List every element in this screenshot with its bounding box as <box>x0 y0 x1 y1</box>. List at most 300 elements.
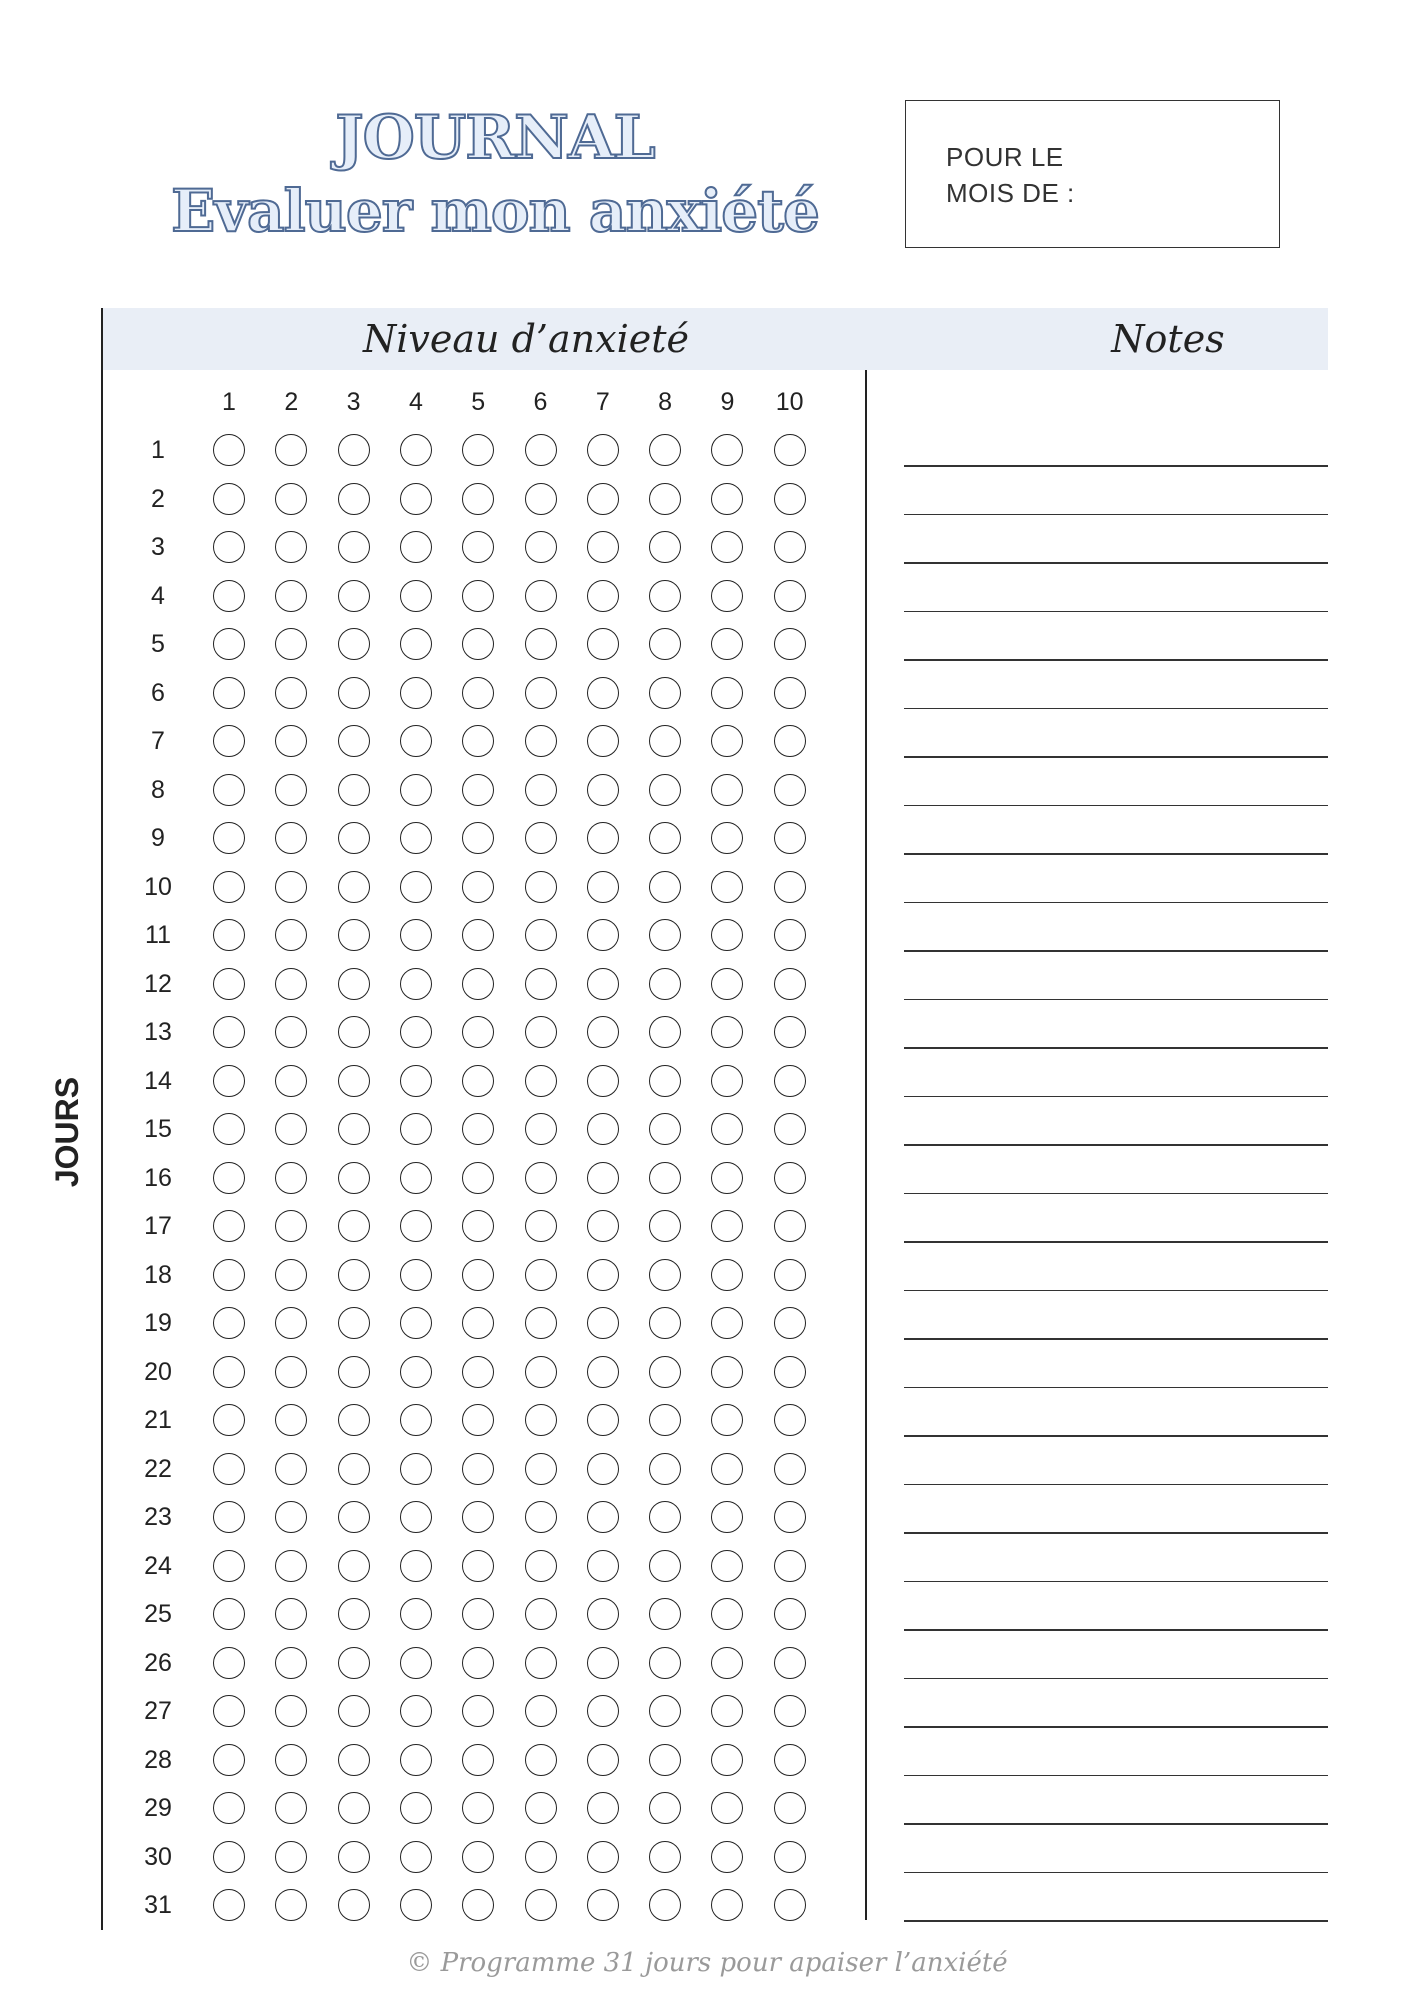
rating-bubble[interactable] <box>774 1695 806 1727</box>
rating-bubble[interactable] <box>275 822 307 854</box>
rating-bubble[interactable] <box>774 1259 806 1291</box>
rating-bubble[interactable] <box>275 1404 307 1436</box>
rating-bubble[interactable] <box>774 822 806 854</box>
rating-bubble[interactable] <box>213 1550 245 1582</box>
rating-bubble[interactable] <box>525 1598 557 1630</box>
rating-bubble[interactable] <box>774 628 806 660</box>
note-line[interactable] <box>904 1290 1328 1292</box>
rating-bubble[interactable] <box>525 483 557 515</box>
rating-bubble[interactable] <box>275 434 307 466</box>
rating-bubble[interactable] <box>525 531 557 563</box>
rating-bubble[interactable] <box>774 1744 806 1776</box>
rating-bubble[interactable] <box>338 1695 370 1727</box>
rating-bubble[interactable] <box>213 774 245 806</box>
note-line[interactable] <box>904 1484 1328 1486</box>
rating-bubble[interactable] <box>275 677 307 709</box>
rating-bubble[interactable] <box>462 531 494 563</box>
rating-bubble[interactable] <box>711 1016 743 1048</box>
rating-bubble[interactable] <box>338 725 370 757</box>
rating-bubble[interactable] <box>338 822 370 854</box>
rating-bubble[interactable] <box>462 1792 494 1824</box>
note-line[interactable] <box>904 1387 1328 1389</box>
rating-bubble[interactable] <box>400 483 432 515</box>
rating-bubble[interactable] <box>774 434 806 466</box>
rating-bubble[interactable] <box>275 1356 307 1388</box>
rating-bubble[interactable] <box>275 1647 307 1679</box>
rating-bubble[interactable] <box>462 1501 494 1533</box>
note-line[interactable] <box>904 1581 1328 1583</box>
note-line[interactable] <box>904 805 1328 807</box>
rating-bubble[interactable] <box>711 1744 743 1776</box>
rating-bubble[interactable] <box>587 1404 619 1436</box>
rating-bubble[interactable] <box>275 531 307 563</box>
rating-bubble[interactable] <box>587 968 619 1000</box>
rating-bubble[interactable] <box>649 1065 681 1097</box>
rating-bubble[interactable] <box>462 968 494 1000</box>
rating-bubble[interactable] <box>649 871 681 903</box>
rating-bubble[interactable] <box>462 580 494 612</box>
rating-bubble[interactable] <box>400 1744 432 1776</box>
rating-bubble[interactable] <box>525 1210 557 1242</box>
rating-bubble[interactable] <box>525 871 557 903</box>
rating-bubble[interactable] <box>400 919 432 951</box>
rating-bubble[interactable] <box>649 1356 681 1388</box>
rating-bubble[interactable] <box>338 628 370 660</box>
rating-bubble[interactable] <box>338 1065 370 1097</box>
rating-bubble[interactable] <box>711 1404 743 1436</box>
rating-bubble[interactable] <box>275 1162 307 1194</box>
rating-bubble[interactable] <box>587 483 619 515</box>
rating-bubble[interactable] <box>587 1889 619 1921</box>
rating-bubble[interactable] <box>338 1647 370 1679</box>
rating-bubble[interactable] <box>275 1065 307 1097</box>
rating-bubble[interactable] <box>587 1598 619 1630</box>
rating-bubble[interactable] <box>774 1598 806 1630</box>
rating-bubble[interactable] <box>711 968 743 1000</box>
rating-bubble[interactable] <box>462 628 494 660</box>
rating-bubble[interactable] <box>462 1453 494 1485</box>
rating-bubble[interactable] <box>774 1501 806 1533</box>
rating-bubble[interactable] <box>774 1307 806 1339</box>
rating-bubble[interactable] <box>774 1065 806 1097</box>
rating-bubble[interactable] <box>275 1744 307 1776</box>
rating-bubble[interactable] <box>462 1598 494 1630</box>
rating-bubble[interactable] <box>711 725 743 757</box>
rating-bubble[interactable] <box>400 580 432 612</box>
rating-bubble[interactable] <box>774 677 806 709</box>
rating-bubble[interactable] <box>587 822 619 854</box>
rating-bubble[interactable] <box>213 1501 245 1533</box>
rating-bubble[interactable] <box>462 774 494 806</box>
rating-bubble[interactable] <box>213 1841 245 1873</box>
rating-bubble[interactable] <box>649 1453 681 1485</box>
rating-bubble[interactable] <box>525 1841 557 1873</box>
rating-bubble[interactable] <box>587 1841 619 1873</box>
rating-bubble[interactable] <box>213 1598 245 1630</box>
rating-bubble[interactable] <box>275 1792 307 1824</box>
rating-bubble[interactable] <box>338 1210 370 1242</box>
rating-bubble[interactable] <box>525 1550 557 1582</box>
rating-bubble[interactable] <box>275 774 307 806</box>
note-line[interactable] <box>904 1872 1328 1874</box>
rating-bubble[interactable] <box>213 1210 245 1242</box>
rating-bubble[interactable] <box>275 1598 307 1630</box>
rating-bubble[interactable] <box>587 1453 619 1485</box>
rating-bubble[interactable] <box>462 1550 494 1582</box>
rating-bubble[interactable] <box>587 1113 619 1145</box>
rating-bubble[interactable] <box>400 628 432 660</box>
rating-bubble[interactable] <box>649 677 681 709</box>
rating-bubble[interactable] <box>525 1404 557 1436</box>
note-line[interactable] <box>904 999 1328 1001</box>
rating-bubble[interactable] <box>649 483 681 515</box>
rating-bubble[interactable] <box>338 1162 370 1194</box>
rating-bubble[interactable] <box>587 1162 619 1194</box>
rating-bubble[interactable] <box>400 1647 432 1679</box>
rating-bubble[interactable] <box>525 774 557 806</box>
rating-bubble[interactable] <box>462 677 494 709</box>
rating-bubble[interactable] <box>587 1744 619 1776</box>
note-line[interactable] <box>904 902 1328 904</box>
rating-bubble[interactable] <box>213 1695 245 1727</box>
rating-bubble[interactable] <box>525 1647 557 1679</box>
note-line[interactable] <box>904 1435 1328 1437</box>
rating-bubble[interactable] <box>711 531 743 563</box>
note-line[interactable] <box>904 465 1328 467</box>
rating-bubble[interactable] <box>711 1065 743 1097</box>
rating-bubble[interactable] <box>275 1889 307 1921</box>
note-line[interactable] <box>904 1678 1328 1680</box>
rating-bubble[interactable] <box>525 1695 557 1727</box>
rating-bubble[interactable] <box>400 531 432 563</box>
rating-bubble[interactable] <box>462 1404 494 1436</box>
rating-bubble[interactable] <box>587 1501 619 1533</box>
rating-bubble[interactable] <box>649 1404 681 1436</box>
rating-bubble[interactable] <box>338 1453 370 1485</box>
rating-bubble[interactable] <box>711 1792 743 1824</box>
rating-bubble[interactable] <box>525 919 557 951</box>
rating-bubble[interactable] <box>400 1307 432 1339</box>
rating-bubble[interactable] <box>213 1356 245 1388</box>
rating-bubble[interactable] <box>649 1210 681 1242</box>
rating-bubble[interactable] <box>774 483 806 515</box>
rating-bubble[interactable] <box>400 1453 432 1485</box>
rating-bubble[interactable] <box>587 1210 619 1242</box>
note-line[interactable] <box>904 1144 1328 1146</box>
rating-bubble[interactable] <box>400 774 432 806</box>
rating-bubble[interactable] <box>711 1356 743 1388</box>
rating-bubble[interactable] <box>774 1453 806 1485</box>
rating-bubble[interactable] <box>213 1404 245 1436</box>
rating-bubble[interactable] <box>711 677 743 709</box>
rating-bubble[interactable] <box>649 531 681 563</box>
rating-bubble[interactable] <box>275 1259 307 1291</box>
rating-bubble[interactable] <box>774 580 806 612</box>
rating-bubble[interactable] <box>711 1162 743 1194</box>
rating-bubble[interactable] <box>587 1065 619 1097</box>
rating-bubble[interactable] <box>587 919 619 951</box>
rating-bubble[interactable] <box>462 1841 494 1873</box>
rating-bubble[interactable] <box>400 434 432 466</box>
rating-bubble[interactable] <box>649 774 681 806</box>
rating-bubble[interactable] <box>213 1792 245 1824</box>
rating-bubble[interactable] <box>649 822 681 854</box>
rating-bubble[interactable] <box>711 1307 743 1339</box>
rating-bubble[interactable] <box>400 1065 432 1097</box>
rating-bubble[interactable] <box>587 871 619 903</box>
rating-bubble[interactable] <box>462 919 494 951</box>
rating-bubble[interactable] <box>711 774 743 806</box>
rating-bubble[interactable] <box>462 871 494 903</box>
rating-bubble[interactable] <box>525 1162 557 1194</box>
rating-bubble[interactable] <box>275 1210 307 1242</box>
rating-bubble[interactable] <box>649 1647 681 1679</box>
rating-bubble[interactable] <box>649 968 681 1000</box>
rating-bubble[interactable] <box>213 1889 245 1921</box>
rating-bubble[interactable] <box>275 483 307 515</box>
rating-bubble[interactable] <box>275 1695 307 1727</box>
rating-bubble[interactable] <box>525 677 557 709</box>
rating-bubble[interactable] <box>525 628 557 660</box>
rating-bubble[interactable] <box>649 1016 681 1048</box>
rating-bubble[interactable] <box>525 725 557 757</box>
rating-bubble[interactable] <box>462 1744 494 1776</box>
rating-bubble[interactable] <box>400 1016 432 1048</box>
rating-bubble[interactable] <box>649 1307 681 1339</box>
rating-bubble[interactable] <box>462 1162 494 1194</box>
note-line[interactable] <box>904 514 1328 516</box>
rating-bubble[interactable] <box>275 871 307 903</box>
rating-bubble[interactable] <box>338 1307 370 1339</box>
rating-bubble[interactable] <box>649 1889 681 1921</box>
rating-bubble[interactable] <box>338 1113 370 1145</box>
rating-bubble[interactable] <box>649 1259 681 1291</box>
rating-bubble[interactable] <box>400 1841 432 1873</box>
rating-bubble[interactable] <box>587 774 619 806</box>
rating-bubble[interactable] <box>213 531 245 563</box>
rating-bubble[interactable] <box>525 1307 557 1339</box>
rating-bubble[interactable] <box>400 1792 432 1824</box>
month-box[interactable] <box>905 100 1280 248</box>
rating-bubble[interactable] <box>275 968 307 1000</box>
rating-bubble[interactable] <box>213 1744 245 1776</box>
rating-bubble[interactable] <box>213 628 245 660</box>
rating-bubble[interactable] <box>462 1695 494 1727</box>
rating-bubble[interactable] <box>462 1016 494 1048</box>
rating-bubble[interactable] <box>338 1404 370 1436</box>
rating-bubble[interactable] <box>338 1889 370 1921</box>
note-line[interactable] <box>904 562 1328 564</box>
rating-bubble[interactable] <box>400 1259 432 1291</box>
rating-bubble[interactable] <box>711 1259 743 1291</box>
rating-bubble[interactable] <box>462 822 494 854</box>
note-line[interactable] <box>904 1532 1328 1534</box>
rating-bubble[interactable] <box>587 628 619 660</box>
rating-bubble[interactable] <box>338 1744 370 1776</box>
rating-bubble[interactable] <box>213 1307 245 1339</box>
rating-bubble[interactable] <box>213 919 245 951</box>
rating-bubble[interactable] <box>400 1210 432 1242</box>
rating-bubble[interactable] <box>338 919 370 951</box>
rating-bubble[interactable] <box>338 968 370 1000</box>
rating-bubble[interactable] <box>275 1501 307 1533</box>
rating-bubble[interactable] <box>649 1841 681 1873</box>
rating-bubble[interactable] <box>525 822 557 854</box>
rating-bubble[interactable] <box>587 1307 619 1339</box>
rating-bubble[interactable] <box>711 1841 743 1873</box>
rating-bubble[interactable] <box>587 1356 619 1388</box>
rating-bubble[interactable] <box>338 871 370 903</box>
rating-bubble[interactable] <box>462 1210 494 1242</box>
rating-bubble[interactable] <box>774 1550 806 1582</box>
rating-bubble[interactable] <box>213 1647 245 1679</box>
rating-bubble[interactable] <box>525 1792 557 1824</box>
rating-bubble[interactable] <box>649 580 681 612</box>
note-line[interactable] <box>904 1775 1328 1777</box>
rating-bubble[interactable] <box>649 1792 681 1824</box>
rating-bubble[interactable] <box>711 919 743 951</box>
rating-bubble[interactable] <box>711 822 743 854</box>
rating-bubble[interactable] <box>525 968 557 1000</box>
rating-bubble[interactable] <box>213 1162 245 1194</box>
rating-bubble[interactable] <box>213 1065 245 1097</box>
rating-bubble[interactable] <box>587 1016 619 1048</box>
rating-bubble[interactable] <box>400 871 432 903</box>
note-line[interactable] <box>904 1047 1328 1049</box>
rating-bubble[interactable] <box>462 1065 494 1097</box>
rating-bubble[interactable] <box>338 1550 370 1582</box>
rating-bubble[interactable] <box>213 434 245 466</box>
note-line[interactable] <box>904 611 1328 613</box>
rating-bubble[interactable] <box>275 1550 307 1582</box>
rating-bubble[interactable] <box>338 1016 370 1048</box>
rating-bubble[interactable] <box>400 822 432 854</box>
rating-bubble[interactable] <box>338 580 370 612</box>
rating-bubble[interactable] <box>649 1598 681 1630</box>
rating-bubble[interactable] <box>400 1356 432 1388</box>
rating-bubble[interactable] <box>275 1453 307 1485</box>
rating-bubble[interactable] <box>774 1647 806 1679</box>
rating-bubble[interactable] <box>462 1647 494 1679</box>
rating-bubble[interactable] <box>587 1259 619 1291</box>
rating-bubble[interactable] <box>525 1113 557 1145</box>
rating-bubble[interactable] <box>525 1744 557 1776</box>
rating-bubble[interactable] <box>213 1113 245 1145</box>
rating-bubble[interactable] <box>711 628 743 660</box>
rating-bubble[interactable] <box>213 1453 245 1485</box>
rating-bubble[interactable] <box>213 871 245 903</box>
rating-bubble[interactable] <box>649 1162 681 1194</box>
rating-bubble[interactable] <box>275 628 307 660</box>
rating-bubble[interactable] <box>774 725 806 757</box>
rating-bubble[interactable] <box>711 1889 743 1921</box>
rating-bubble[interactable] <box>213 677 245 709</box>
rating-bubble[interactable] <box>338 531 370 563</box>
rating-bubble[interactable] <box>711 434 743 466</box>
note-line[interactable] <box>904 708 1328 710</box>
note-line[interactable] <box>904 659 1328 661</box>
rating-bubble[interactable] <box>587 434 619 466</box>
note-line[interactable] <box>904 756 1328 758</box>
rating-bubble[interactable] <box>400 1598 432 1630</box>
rating-bubble[interactable] <box>400 1404 432 1436</box>
rating-bubble[interactable] <box>774 1889 806 1921</box>
rating-bubble[interactable] <box>587 725 619 757</box>
rating-bubble[interactable] <box>711 871 743 903</box>
rating-bubble[interactable] <box>338 1501 370 1533</box>
rating-bubble[interactable] <box>649 1744 681 1776</box>
rating-bubble[interactable] <box>400 677 432 709</box>
note-line[interactable] <box>904 1629 1328 1631</box>
rating-bubble[interactable] <box>213 968 245 1000</box>
rating-bubble[interactable] <box>275 919 307 951</box>
rating-bubble[interactable] <box>525 1065 557 1097</box>
rating-bubble[interactable] <box>462 1259 494 1291</box>
note-line[interactable] <box>904 1096 1328 1098</box>
rating-bubble[interactable] <box>275 580 307 612</box>
note-line[interactable] <box>904 950 1328 952</box>
rating-bubble[interactable] <box>462 1307 494 1339</box>
rating-bubble[interactable] <box>462 434 494 466</box>
rating-bubble[interactable] <box>400 1501 432 1533</box>
rating-bubble[interactable] <box>400 1695 432 1727</box>
rating-bubble[interactable] <box>774 1404 806 1436</box>
rating-bubble[interactable] <box>338 1356 370 1388</box>
rating-bubble[interactable] <box>462 1113 494 1145</box>
rating-bubble[interactable] <box>462 483 494 515</box>
rating-bubble[interactable] <box>400 1889 432 1921</box>
rating-bubble[interactable] <box>649 1113 681 1145</box>
rating-bubble[interactable] <box>462 725 494 757</box>
rating-bubble[interactable] <box>462 1356 494 1388</box>
rating-bubble[interactable] <box>462 1889 494 1921</box>
rating-bubble[interactable] <box>711 1113 743 1145</box>
rating-bubble[interactable] <box>338 434 370 466</box>
rating-bubble[interactable] <box>774 1841 806 1873</box>
rating-bubble[interactable] <box>711 1550 743 1582</box>
rating-bubble[interactable] <box>213 1016 245 1048</box>
rating-bubble[interactable] <box>587 1647 619 1679</box>
rating-bubble[interactable] <box>338 1841 370 1873</box>
rating-bubble[interactable] <box>649 1550 681 1582</box>
rating-bubble[interactable] <box>711 1453 743 1485</box>
rating-bubble[interactable] <box>649 1695 681 1727</box>
rating-bubble[interactable] <box>275 1016 307 1048</box>
rating-bubble[interactable] <box>525 1453 557 1485</box>
rating-bubble[interactable] <box>525 434 557 466</box>
rating-bubble[interactable] <box>400 968 432 1000</box>
rating-bubble[interactable] <box>213 725 245 757</box>
rating-bubble[interactable] <box>649 919 681 951</box>
rating-bubble[interactable] <box>774 1210 806 1242</box>
rating-bubble[interactable] <box>213 580 245 612</box>
note-line[interactable] <box>904 1823 1328 1825</box>
rating-bubble[interactable] <box>525 1016 557 1048</box>
rating-bubble[interactable] <box>525 580 557 612</box>
rating-bubble[interactable] <box>275 1841 307 1873</box>
rating-bubble[interactable] <box>338 1792 370 1824</box>
note-line[interactable] <box>904 1920 1328 1922</box>
rating-bubble[interactable] <box>774 1113 806 1145</box>
rating-bubble[interactable] <box>711 483 743 515</box>
rating-bubble[interactable] <box>587 531 619 563</box>
rating-bubble[interactable] <box>774 531 806 563</box>
rating-bubble[interactable] <box>711 580 743 612</box>
note-line[interactable] <box>904 1726 1328 1728</box>
rating-bubble[interactable] <box>338 1598 370 1630</box>
rating-bubble[interactable] <box>525 1889 557 1921</box>
rating-bubble[interactable] <box>213 483 245 515</box>
